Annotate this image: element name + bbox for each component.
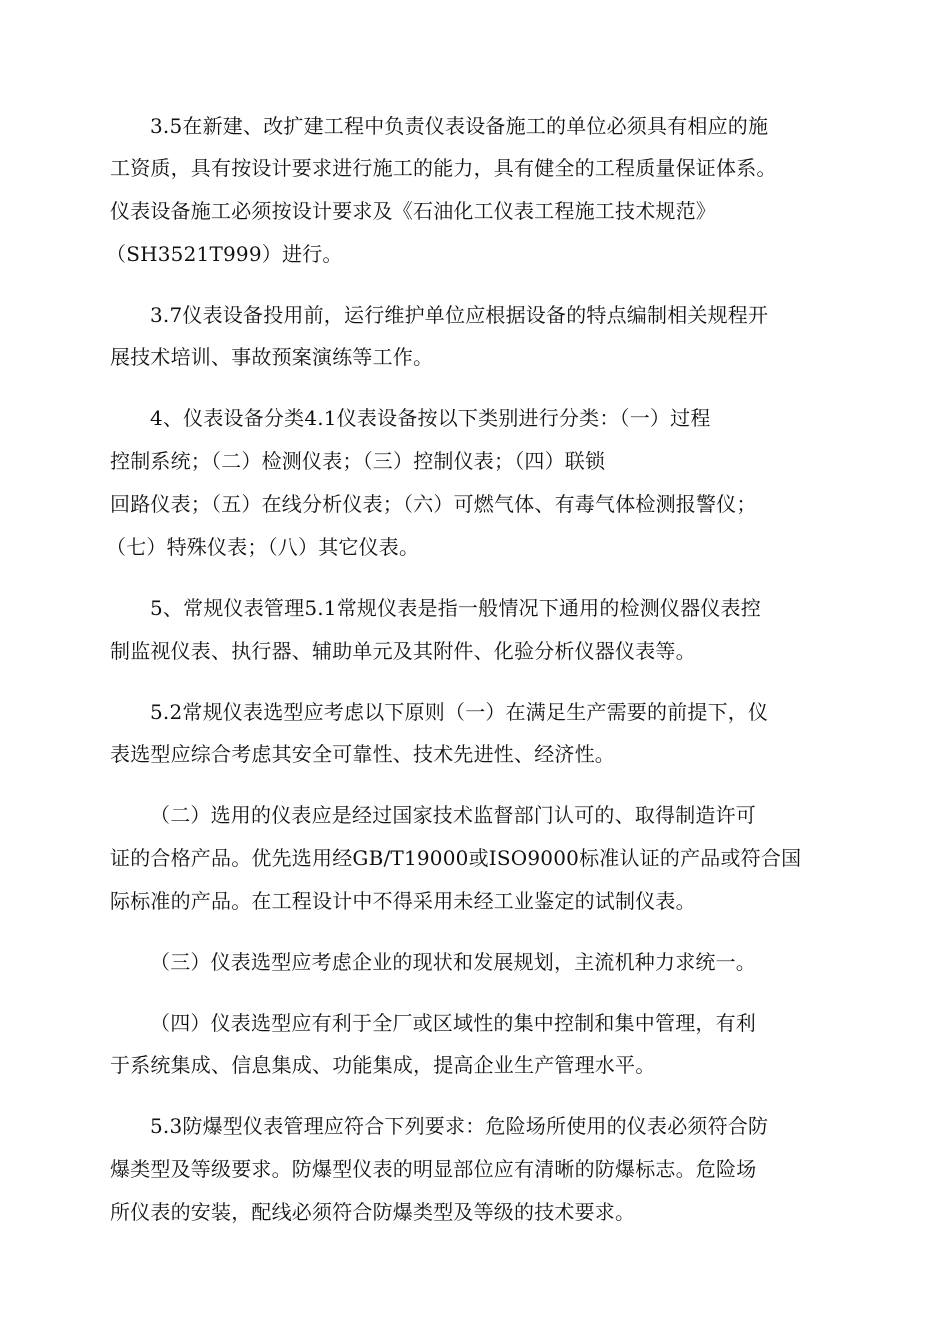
text-line: （SH3521T999）进行。 xyxy=(106,242,343,266)
text-line: 仪表设备施工必须按设计要求及《石油化工仪表工程施工技术规范》 xyxy=(110,199,716,223)
text-line: 展技术培训、事故预案演练等工作。 xyxy=(110,345,434,369)
text-line: 爆类型及等级要求。防爆型仪表的明显部位应有清晰的防爆标志。危险场 xyxy=(110,1157,757,1181)
text-line: 回路仪表；（五）在线分析仪表；（六）可燃气体、有毒气体检测报警仪； xyxy=(110,492,757,516)
text-line: 5.2常规仪表选型应考虑以下原则（一）在满足生产需要的前提下，仪 xyxy=(150,700,769,724)
text-line: （四）仪表选型应有利于全厂或区域性的集中控制和集中管理，有利 xyxy=(150,1011,756,1035)
text-line: 5.3防爆型仪表管理应符合下列要求：危险场所使用的仪表必须符合防 xyxy=(150,1114,769,1138)
text-line: （三）仪表选型应考虑企业的现状和发展规划，主流机种力求统一。 xyxy=(150,950,756,974)
text-line: 5、常规仪表管理5.1常规仪表是指一般情况下通用的检测仪器仪表控 xyxy=(150,596,761,620)
text-line: 4、仪表设备分类4.1仪表设备按以下类别进行分类：（一）过程 xyxy=(150,406,711,430)
text-line: （七）特殊仪表；（八）其它仪表。 xyxy=(106,535,420,559)
text-line: 控制系统；（二）检测仪表；（三）控制仪表；（四）联锁 xyxy=(110,449,606,473)
text-line: 于系统集成、信息集成、功能集成，提高企业生产管理水平。 xyxy=(110,1053,656,1077)
text-line: 3.5在新建、改扩建工程中负责仪表设备施工的单位必须具有相应的施 xyxy=(150,114,769,138)
text-line: 证的合格产品。优先选用经GB/T19000或ISO9000标准认证的产品或符合国 xyxy=(110,846,802,870)
text-line: （二）选用的仪表应是经过国家技术监督部门认可的、取得制造许可 xyxy=(150,803,756,827)
text-line: 表选型应综合考虑其安全可靠性、技术先进性、经济性。 xyxy=(110,742,615,766)
text-line: 3.7仪表设备投用前，运行维护单位应根据设备的特点编制相关规程开 xyxy=(150,303,769,327)
text-line: 所仪表的安装，配线必须符合防爆类型及等级的技术要求。 xyxy=(110,1200,636,1224)
text-line: 制监视仪表、执行器、辅助单元及其附件、化验分析仪器仪表等。 xyxy=(110,639,696,663)
text-line: 际标准的产品。在工程设计中不得采用未经工业鉴定的试制仪表。 xyxy=(110,889,696,913)
text-line: 工资质，具有按设计要求进行施工的能力，具有健全的工程质量保证体系。 xyxy=(110,156,777,180)
